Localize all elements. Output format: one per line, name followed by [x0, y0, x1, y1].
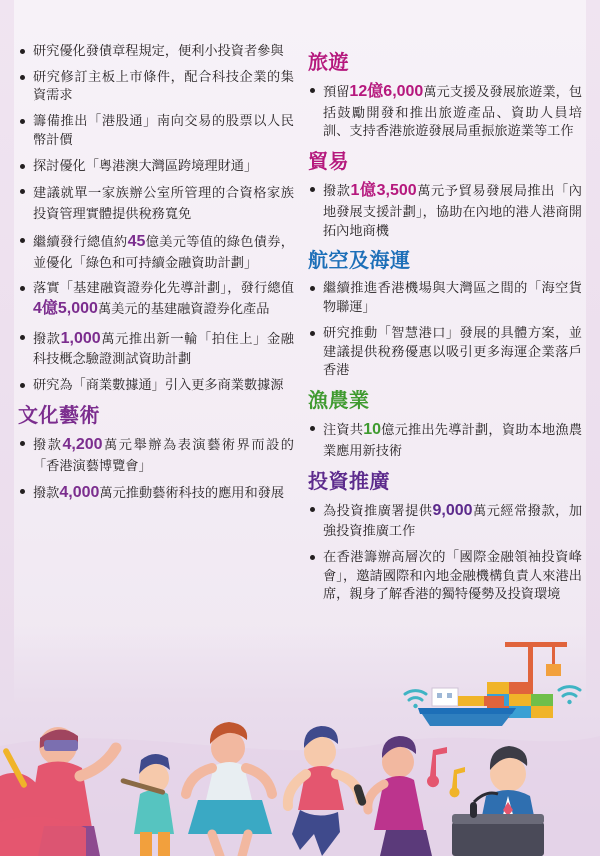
- text-post: 萬元予貿易發展局推出「內地發展支援計劃」，協助在內地的港人港商開拓內地商機: [322, 183, 582, 238]
- highlight-number: 4,200: [62, 435, 103, 453]
- text-pre: 撥款: [33, 485, 60, 501]
- list-item: [18, 482, 294, 505]
- highlight-number: 4,000: [59, 484, 100, 502]
- section-heading-tourism: 旅遊: [307, 52, 349, 74]
- text-post: 萬元推出新一輪「拍住上」金融科技概念驗證測試資助計劃: [33, 330, 294, 367]
- list-item: [308, 500, 582, 541]
- text-pre: 撥款: [322, 183, 351, 199]
- text-post: 億元推出先導計劃，資助本地漁農業應用新技術: [322, 422, 583, 458]
- wifi-signal-icon: [405, 691, 426, 709]
- text-pre: 落實「基建融資證券化先導計劃」，發行總值: [33, 280, 294, 296]
- section-heading-investment-promotion: 投資推廣: [307, 470, 390, 493]
- text-post: 萬元支援及發展旅遊業，包括鼓勵開發和推出旅遊產品、資助人員培訓、支持香港旅遊發展局重振旅遊業等工作: [322, 84, 583, 139]
- list-item: [18, 231, 294, 272]
- agriculture-fisheries-bullet-list: [308, 419, 582, 460]
- list-item: [308, 419, 582, 460]
- illustration-svg: [0, 626, 600, 856]
- text-post: 萬美元的基建融資證券化產品: [97, 301, 270, 317]
- list-item: 繼續推進香港機場與大灣區之間的「海空貨物聯運」: [308, 279, 582, 316]
- section-heading-aviation-shipping: 航空及海運: [307, 250, 411, 273]
- list-item: 研究修訂主板上市條件，配合科技企業的集資需求: [18, 68, 294, 105]
- text-post: 資格家族投資管理實體提供稅務寬免: [33, 185, 294, 222]
- trade-bullet-list: [308, 180, 582, 240]
- highlight-number: 1,000: [60, 329, 101, 347]
- list-item: [18, 328, 294, 369]
- bottom-illustration: [0, 626, 600, 856]
- aviation-shipping-bullet-list: [308, 279, 582, 380]
- list-item: [18, 434, 294, 475]
- wifi-signal-icon-2: [559, 687, 580, 705]
- section-heading-culture: 文化藝術: [18, 404, 100, 427]
- text-post: 億美元等值的綠色債券，並優化「綠色和可持續金融資助計劃」: [33, 233, 294, 270]
- port-scene: [405, 642, 580, 726]
- list-item: 在香港籌辦高層次的「國際金融領袖投資峰會」，邀請國際和內地金融機構負責人來港出席，親身了解香港的獨特優勢及投資環境: [308, 548, 582, 604]
- text-post: 萬元舉辦為表演藝術界而設的「香港演藝博覽會」: [33, 436, 294, 473]
- highlight-number: 10: [363, 421, 381, 439]
- list-item: 籌備推出「港股通」南向交易的股票以人民幣計價: [18, 112, 294, 149]
- tourism-bullet-list: [308, 81, 582, 141]
- section-heading-agriculture-fisheries: 漁農業: [307, 390, 370, 413]
- list-item: [18, 279, 294, 320]
- section-heading-trade: 貿易: [307, 151, 349, 174]
- text-pre: 研究為「商業數據通」引入更多商業數據源: [33, 377, 284, 393]
- text-pre: 注資共: [322, 422, 364, 438]
- culture-bullet-list: [18, 434, 294, 505]
- highlight-number: 9,000: [432, 501, 473, 519]
- text-pre: 繼續發行總值約: [33, 233, 128, 249]
- highlight-number: 45: [127, 232, 146, 250]
- text-pre: 建議就單一家族辦公室所管理的合: [33, 185, 240, 201]
- list-item: [18, 182, 294, 223]
- highlight-number: 12億6,000: [349, 83, 424, 100]
- list-item: [308, 81, 582, 141]
- finance-bullet-list: [18, 42, 294, 395]
- right-column: [304, 42, 582, 660]
- list-item: 探討優化「粵港澳大灣區跨境理財通」: [18, 157, 294, 176]
- text-pre: 為投資推廣署提供: [322, 502, 433, 518]
- list-item: [308, 180, 582, 240]
- list-item: 研究推動「智慧港口」發展的具體方案，並建議提供稅務優惠以吸引更多海運企業落戶香港: [308, 324, 582, 380]
- list-item: [18, 376, 294, 395]
- list-item: 研究優化發債章程規定，便利小投資者參與: [18, 42, 294, 61]
- text-pre: 預留: [322, 84, 350, 99]
- investment-promotion-bullet-list: [308, 500, 582, 605]
- text-pre: 撥款: [33, 330, 61, 346]
- text-pre: 撥款: [33, 436, 63, 452]
- left-column: [18, 42, 304, 660]
- highlight-number: 1億3,500: [350, 182, 417, 200]
- highlight-number: 4億5,000: [33, 300, 98, 318]
- text-post: 萬元經常撥款，加強投資推廣工作: [322, 502, 583, 539]
- text-post: 萬元推動藝術科技的應用和發展: [99, 485, 285, 501]
